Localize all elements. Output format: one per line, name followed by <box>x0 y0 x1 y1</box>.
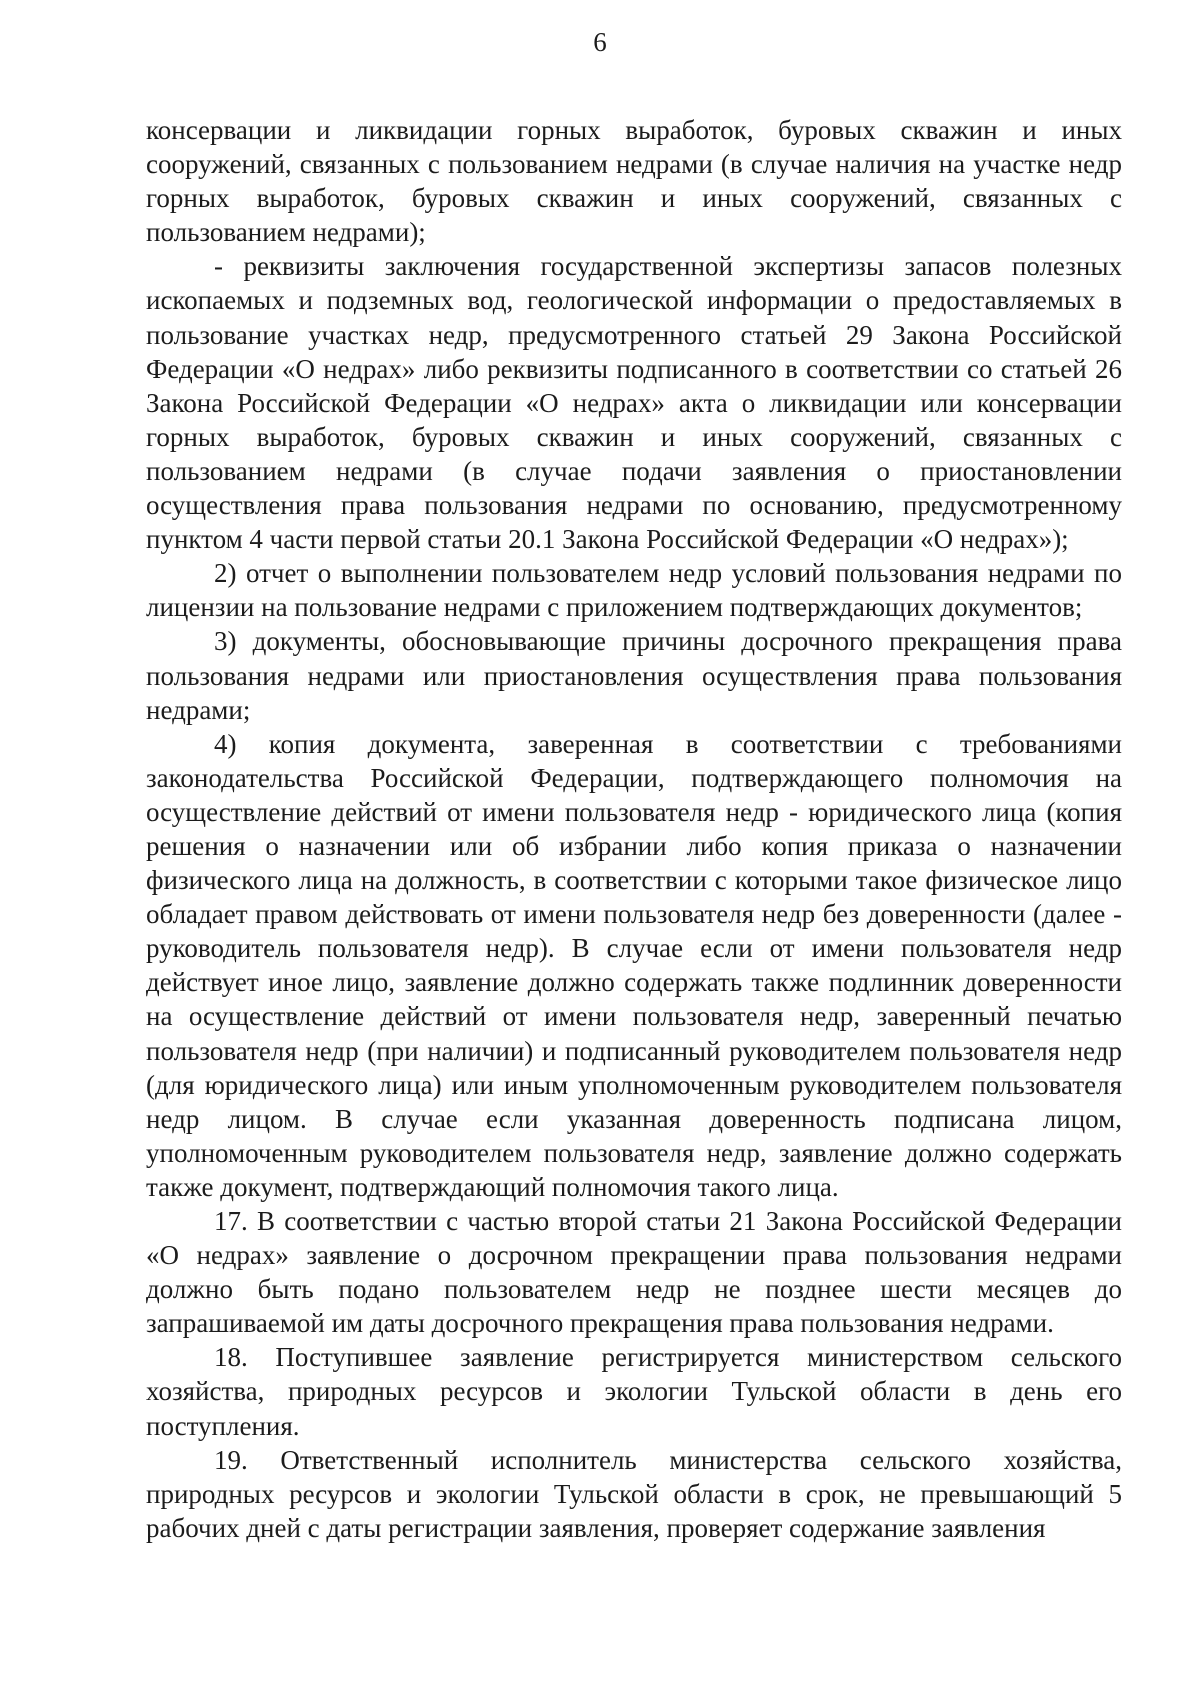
paragraph-clause-18: 18. Поступившее заявление регистрируется министерством сельского хозяйства, природных ресурсов и экологии Тульской области в день его поступления. <box>146 1342 1122 1441</box>
paragraph-clause-19: 19. Ответственный исполнитель министерства сельского хозяйства, природных ресурсов и экологии Тульской области в срок, не превышающий 5 рабочих дней с даты регистрации заявления, проверяет содержание заявления <box>146 1444 1122 1543</box>
paragraph-item-4: 4) копия документа, заверенная в соответствии с требованиями законодательства Российской Федерации, подтверждающего полномочия на осуществление действий от имени пользователя недр - юридического лица (копия решения о назначении или об избрании либо копия приказа о назначении физического лица на должность, в соответствии с которыми такое физическое лицо обладает правом действовать от имени пользователя недр без доверенности (далее - руководитель пользователя недр). В случае если от имени пользователя недр действует иное лицо, заявление должно содержать также подлинник доверенности на осуществление действий от имени пользователя недр, заверенный печатью пользователя недр (при наличии) и подписанный руководителем пользователя недр (для юридического лица) или иным уполномоченным руководителем пользователя недр лицом. В случае если указанная доверенность подписана лицом, уполномоченным руководителем пользователя недр, заявление должно содержать также документ, подтверждающий полномочия такого лица. <box>146 728 1122 1202</box>
paragraph-item-3: 3) документы, обосновывающие причины досрочного прекращения права пользования недрами или приостановления осуществления права пользования недрами; <box>146 626 1122 725</box>
paragraph-item-2: 2) отчет о выполнении пользователем недр условий пользования недрами по лицензии на пользование недрами с приложением подтверждающих документов; <box>146 558 1122 623</box>
paragraph-continuation: консервации и ликвидации горных выработок, буровых скважин и иных сооружений, связанных с пользованием недрами (в случае наличия на участке недр горных выработок, буровых скважин и иных сооружений, связанных с пользованием недрами); <box>146 115 1122 248</box>
page-number: 6 <box>593 27 607 57</box>
paragraph-clause-17: 17. В соответствии с частью второй статьи 21 Закона Российской Федерации «О недрах» заявление о досрочном прекращении права пользования недрами должно быть подано пользователем недр не позднее шести месяцев до запрашиваемой им даты досрочного прекращения права пользования недрами. <box>146 1206 1122 1339</box>
paragraph-requisites: - реквизиты заключения государственной экспертизы запасов полезных ископаемых и подземных вод, геологической информации о предоставляемых в пользование участках недр, предусмотренного статьей 29 Закона Российской Федерации «О недрах» либо реквизиты подписанного в соответствии со статьей 26 Закона Российской Федерации «О недрах» акта о ликвидации или консервации горных выработок, буровых скважин и иных сооружений, связанных с пользованием недрами (в случае подачи заявления о приостановлении осуществления права пользования недрами по основанию, предусмотренному пунктом 4 части первой статьи 20.1 Закона Российской Федерации «О недрах»); <box>146 251 1122 555</box>
document-body <box>146 113 1122 1545</box>
